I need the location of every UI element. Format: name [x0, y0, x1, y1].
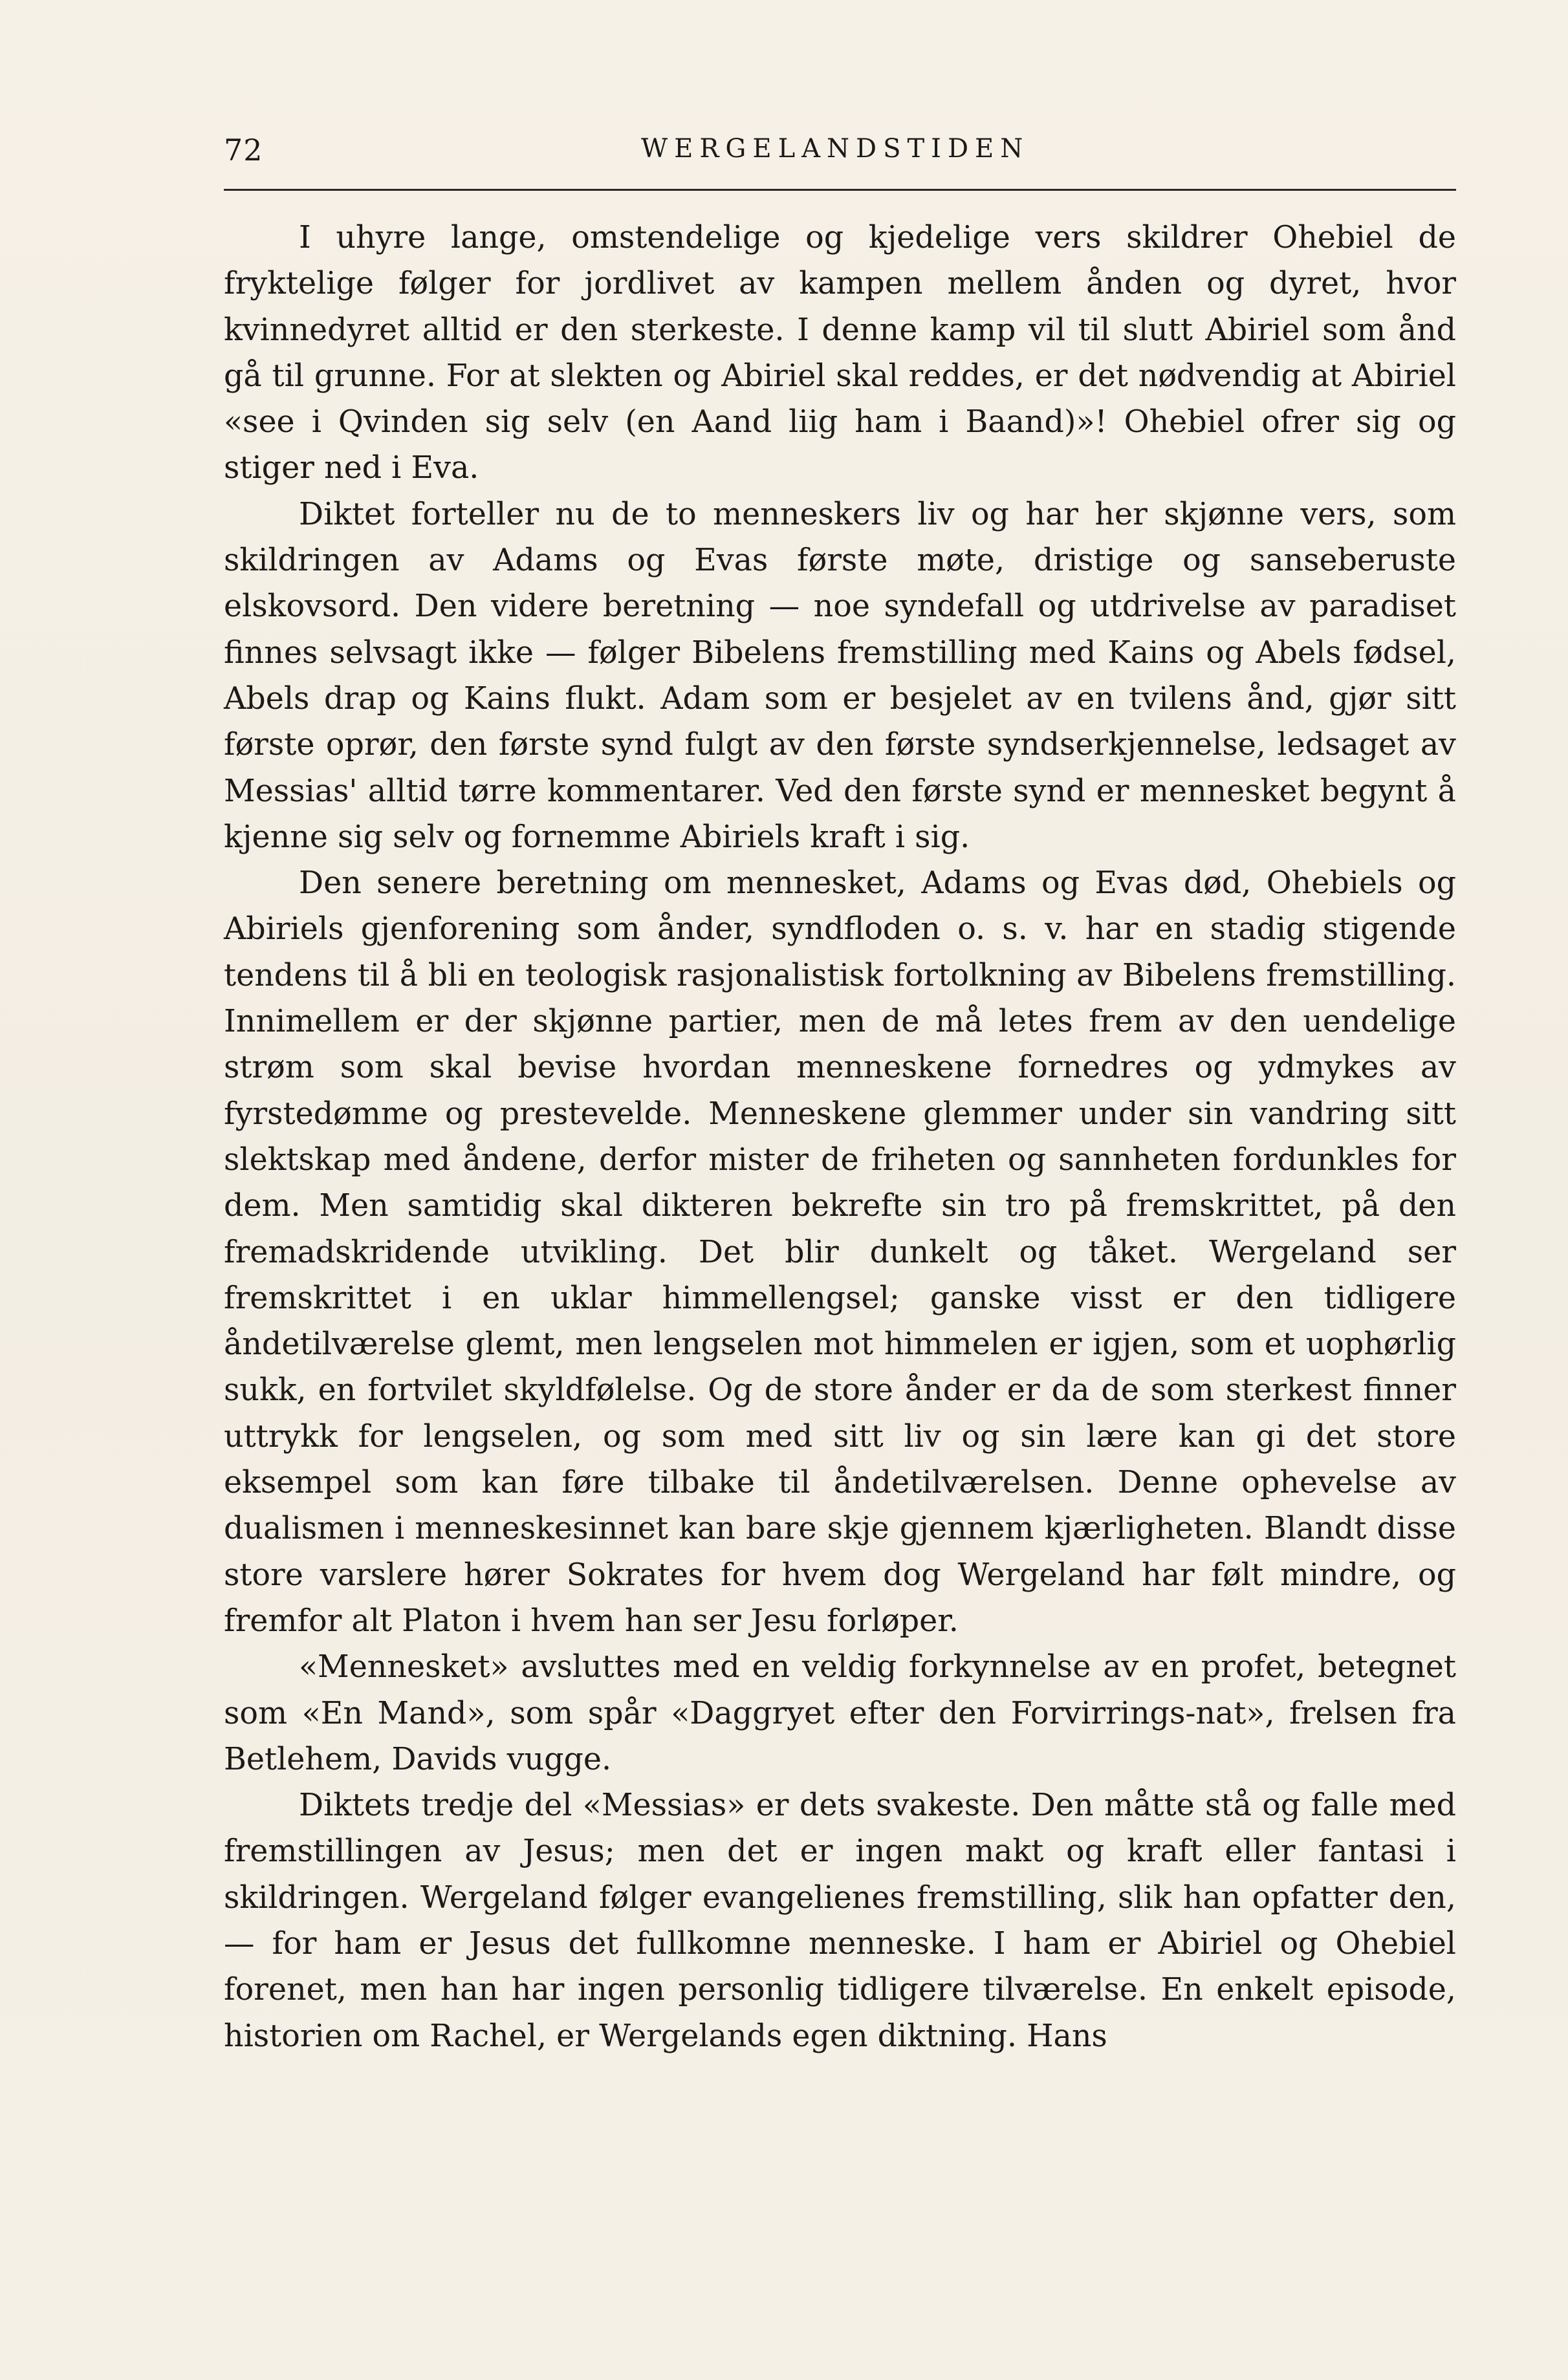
running-head: WERGELANDSTIDEN	[641, 134, 1030, 164]
page-header	[224, 133, 1456, 188]
paragraph: Den senere beretning om mennesket, Adams og Evas død, Ohebiels og Abiriels gjenforening som ånder, syndfloden o. s. v. har en stadig stigende tendens til å bli en teologisk rasjonalistisk fortolkning av Bibelens fremstilling. Innimellem er der skjønne partier, men de må letes frem av den uendelige strøm som skal bevise hvordan menneskene fornedres og ydmykes av fyrstedømme og prestevelde. Menneskene glemmer under sin vandring sitt slektskap med åndene, derfor mister de friheten og sannheten fordunkles for dem. Men samtidig skal dikteren bekrefte sin tro på fremskrittet, på den fremadskridende utvikling. Det blir dunkelt og tåket. Wergeland ser fremskrittet i en uklar himmellengsel; ganske visst er den tidligere åndetilværelse glemt, men lengselen mot himmelen er igjen, som et uophørlig sukk, en fortvilet skyldfølelse. Og de store ånder er da de som sterkest finner uttrykk for lengselen, og som med sitt liv og sin lære kan gi det store eksempel som kan føre tilbake til åndetilværelsen. Denne ophevelse av dualismen i menneskesinnet kan bare skje gjennem kjærligheten. Blandt disse store varslere hører Sokrates for hvem dog Wergeland har følt mindre, og fremfor alt Platon i hvem han ser Jesu forløper.	[224, 865, 1456, 1639]
body-text	[224, 215, 1456, 2059]
paragraph: Diktets tredje del «Messias» er dets svakeste. Den måtte stå og falle med fremstillingen av Jesus; men det er ingen makt og kraft eller fantasi i skildringen. Wergeland følger evangelienes fremstilling, slik han opfatter den, — for ham er Jesus det fullkomne menneske. I ham er Abiriel og Ohebiel forenet, men han har ingen personlig tidligere tilværelse. En enkelt episode, historien om Rachel, er Wergelands egen diktning. Hans	[224, 1788, 1456, 2054]
paragraph: «Mennesket» avsluttes med en veldig forkynnelse av en profet, betegnet som «En Mand», som spår «Daggryet efter den Forvirrings-nat», frelsen fra Betlehem, Davids vugge.	[224, 1649, 1456, 1777]
paragraph: Diktet forteller nu de to menneskers liv og har her skjønne vers, som skildringen av Adams og Evas første møte, dristige og sanseberuste elskovsord. Den videre beretning — noe syndefall og utdrivelse av paradiset finnes selvsagt ikke — følger Bibelens fremstilling med Kains og Abels fødsel, Abels drap og Kains flukt. Adam som er besjelet av en tvilens ånd, gjør sitt første oprør, den første synd fulgt av den første syndserkjennelse, ledsaget av Messias' alltid tørre kommentarer. Ved den første synd er mennesket begynt å kjenne sig selv og fornemme Abiriels kraft i sig.	[224, 496, 1456, 855]
header-rule	[224, 189, 1456, 191]
paragraph: I uhyre lange, omstendelige og kjedelige vers skildrer Ohebiel de fryktelige følger for jordlivet av kampen mellem ånden og dyret, hvor kvinnedyret alltid er den sterkeste. I denne kamp vil til slutt Abiriel som ånd gå til grunne. For at slekten og Abiriel skal reddes, er det nødvendig at Abiriel «see i Qvinden sig selv (en Aand liig ham i Baand)»! Ohebiel ofrer sig og stiger ned i Eva.	[224, 220, 1456, 486]
page-number: 72	[224, 133, 263, 168]
